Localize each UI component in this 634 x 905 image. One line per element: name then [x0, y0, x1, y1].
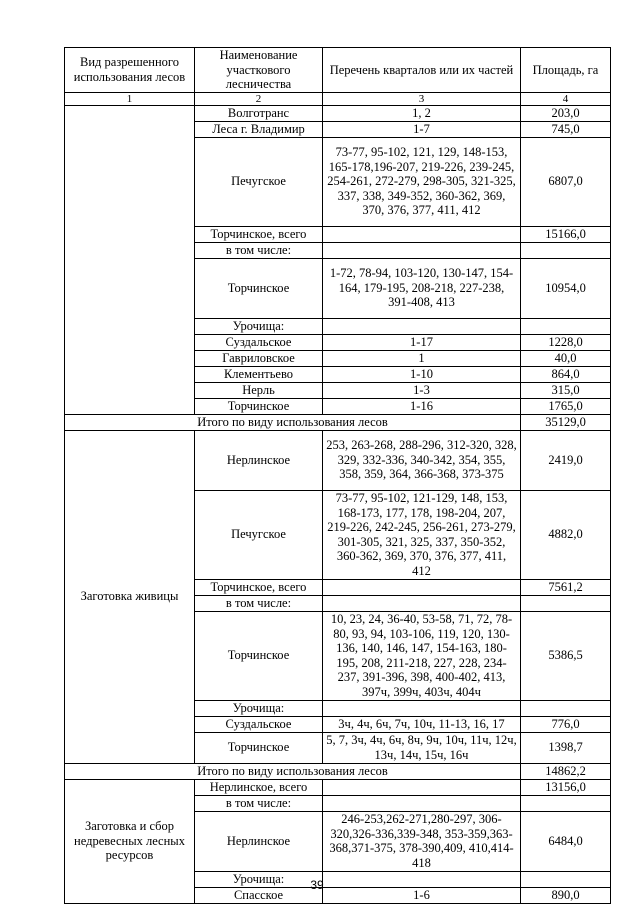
section-total-row	[65, 414, 611, 430]
quarters-cell: 73-77, 95-102, 121, 129, 148-153, 165-178,196-207, 219-226, 239-245, 254-261, 272-279, 298-305, 321-325, 337, 338, 349-352, 360-362, 369, 370, 376, 377, 411, 412	[323, 137, 521, 226]
quarters-cell: 1, 2	[323, 105, 521, 121]
quarters-cell: 1-72, 78-94, 103-120, 130-147, 154-164, 179-195, 208-218, 227-238, 391-408, 413	[323, 258, 521, 318]
quarters-cell: 3ч, 4ч, 6ч, 7ч, 10ч, 11-13, 16, 17	[323, 716, 521, 732]
header-area: Площадь, га	[521, 48, 611, 93]
quarters-cell: 246-253,262-271,280-297, 306-320,326-336,339-348, 353-359,363-368,371-375, 378-390,409, 410,414-418	[323, 811, 521, 871]
column-number: 3	[323, 92, 521, 105]
forestry-cell: Гавриловское	[195, 350, 323, 366]
forestry-cell: Нерлинское, всего	[195, 779, 323, 795]
quarters-cell: 1	[323, 350, 521, 366]
forestry-cell: Торчинское, всего	[195, 226, 323, 242]
quarters-cell: 73-77, 95-102, 121-129, 148, 153, 168-173, 177, 178, 198-204, 207, 219-226, 242-245, 256-261, 273-279, 301-305, 321, 325, 337, 350-352, 360-362, 369, 370, 376, 377, 411, 412	[323, 490, 521, 579]
area-cell	[521, 700, 611, 716]
use-type-cell: Заготовка живицы	[65, 430, 195, 763]
header-forestry: Наименование участкового лесничества	[195, 48, 323, 93]
quarters-cell	[323, 795, 521, 811]
header-quarters: Перечень кварталов или их частей	[323, 48, 521, 93]
area-cell: 776,0	[521, 716, 611, 732]
quarters-cell	[323, 318, 521, 334]
quarters-cell	[323, 700, 521, 716]
forestry-cell: Суздальское	[195, 334, 323, 350]
forestry-cell: Нерлинское	[195, 811, 323, 871]
quarters-cell	[323, 595, 521, 611]
table-header-row	[65, 48, 611, 93]
forestry-cell: Волготранс	[195, 105, 323, 121]
quarters-cell	[323, 226, 521, 242]
area-cell: 1228,0	[521, 334, 611, 350]
section-total-label: Итого по виду использования лесов	[65, 763, 521, 779]
quarters-cell: 1-16	[323, 398, 521, 414]
area-cell: 1398,7	[521, 732, 611, 763]
quarters-cell: 1-10	[323, 366, 521, 382]
forestry-cell: в том числе:	[195, 795, 323, 811]
section-total-area: 35129,0	[521, 414, 611, 430]
forest-use-table	[64, 47, 611, 904]
area-cell: 6484,0	[521, 811, 611, 871]
forestry-cell: Нерлинское	[195, 430, 323, 490]
table-row	[65, 779, 611, 795]
forestry-cell: в том числе:	[195, 595, 323, 611]
quarters-cell	[323, 242, 521, 258]
forestry-cell: Урочища:	[195, 700, 323, 716]
area-cell: 4882,0	[521, 490, 611, 579]
area-cell: 13156,0	[521, 779, 611, 795]
area-cell: 6807,0	[521, 137, 611, 226]
area-cell: 5386,5	[521, 611, 611, 700]
quarters-cell: 1-17	[323, 334, 521, 350]
section-total-area: 14862,2	[521, 763, 611, 779]
forestry-cell: Торчинское	[195, 398, 323, 414]
forestry-cell: Клементьево	[195, 366, 323, 382]
header-use-type: Вид разрешенного использования лесов	[65, 48, 195, 93]
forestry-cell: Торчинское	[195, 732, 323, 763]
area-cell: 203,0	[521, 105, 611, 121]
area-cell: 40,0	[521, 350, 611, 366]
use-type-cell	[65, 105, 195, 414]
column-number-row	[65, 92, 611, 105]
area-cell: 15166,0	[521, 226, 611, 242]
area-cell: 315,0	[521, 382, 611, 398]
forestry-cell: Спасское	[195, 887, 323, 903]
quarters-cell: 5, 7, 3ч, 4ч, 6ч, 8ч, 9ч, 10ч, 11ч, 12ч, 13ч, 14ч, 15ч, 16ч	[323, 732, 521, 763]
forestry-cell: в том числе:	[195, 242, 323, 258]
area-cell: 745,0	[521, 121, 611, 137]
area-cell: 1765,0	[521, 398, 611, 414]
forestry-cell: Нерль	[195, 382, 323, 398]
area-cell	[521, 242, 611, 258]
forestry-cell: Печугское	[195, 490, 323, 579]
forestry-cell: Печугское	[195, 137, 323, 226]
area-cell: 10954,0	[521, 258, 611, 318]
area-cell: 7561,2	[521, 579, 611, 595]
area-cell: 2419,0	[521, 430, 611, 490]
area-cell: 864,0	[521, 366, 611, 382]
section-total-row	[65, 763, 611, 779]
page-number: 39	[310, 878, 324, 892]
area-cell	[521, 595, 611, 611]
quarters-cell	[323, 579, 521, 595]
use-type-cell: Заготовка и сбор недревесных лесных ресурсов	[65, 779, 195, 903]
column-number: 4	[521, 92, 611, 105]
forestry-cell: Торчинское, всего	[195, 579, 323, 595]
quarters-cell: 1-3	[323, 382, 521, 398]
quarters-cell	[323, 779, 521, 795]
forestry-cell: Торчинское	[195, 611, 323, 700]
forestry-cell: Урочища:	[195, 318, 323, 334]
forestry-cell: Торчинское	[195, 258, 323, 318]
area-cell	[521, 318, 611, 334]
table-row	[65, 430, 611, 490]
area-cell	[521, 795, 611, 811]
area-cell: 890,0	[521, 887, 611, 903]
forestry-cell: Урочища:	[195, 871, 323, 887]
quarters-cell: 10, 23, 24, 36-40, 53-58, 71, 72, 78-80, 93, 94, 103-106, 119, 120, 130-136, 140, 146, 147, 154-163, 180-195, 208, 211-218, 227, 228, 234-237, 391-396, 398, 400-402, 413, 397ч, 399ч, 403ч, 404ч	[323, 611, 521, 700]
quarters-cell: 1-7	[323, 121, 521, 137]
quarters-cell: 253, 263-268, 288-296, 312-320, 328, 329, 332-336, 340-342, 354, 355, 358, 359, 364, 366-368, 373-375	[323, 430, 521, 490]
table-row	[65, 105, 611, 121]
quarters-cell: 1-6	[323, 887, 521, 903]
column-number: 2	[195, 92, 323, 105]
forestry-cell: Суздальское	[195, 716, 323, 732]
column-number: 1	[65, 92, 195, 105]
section-total-label: Итого по виду использования лесов	[65, 414, 521, 430]
forestry-cell: Леса г. Владимир	[195, 121, 323, 137]
